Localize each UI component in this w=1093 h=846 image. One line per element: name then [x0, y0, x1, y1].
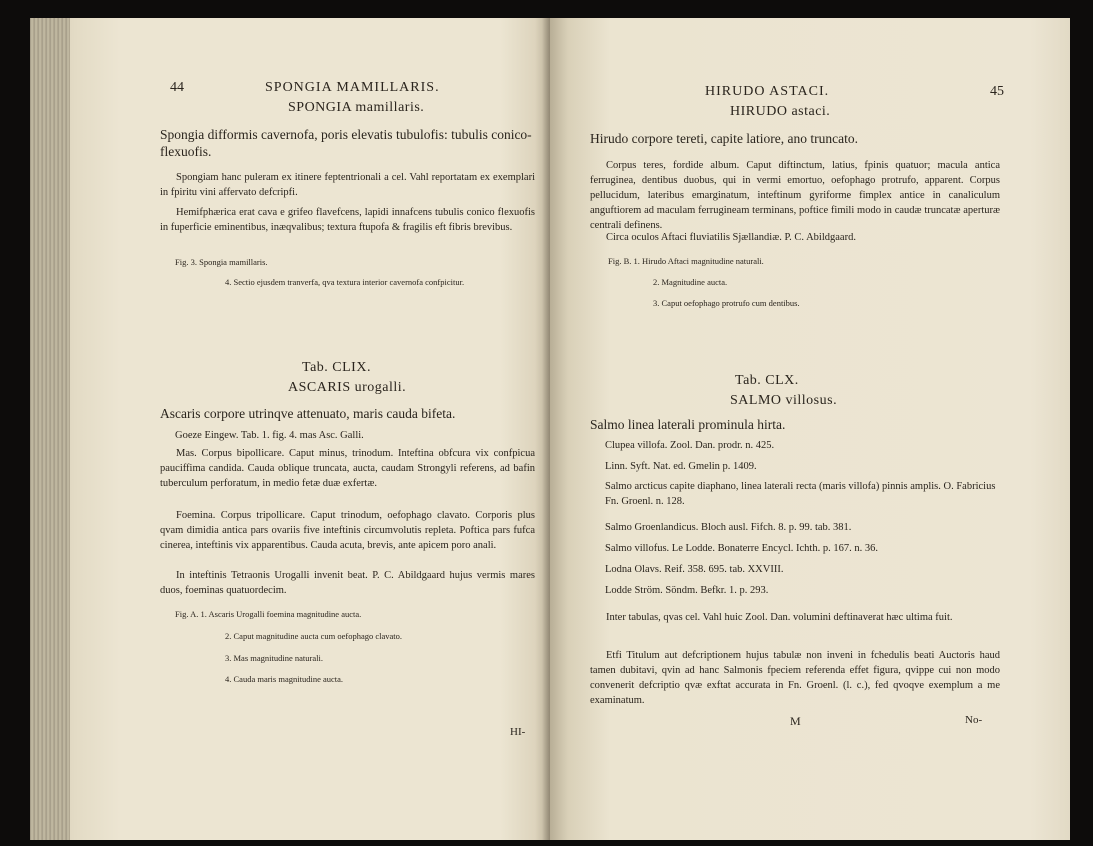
diagnosis: Spongia difformis cavernofa, poris elevatis tubulofis: tubulis conico-flexuofis. [160, 127, 532, 159]
running-head: SPONGIA MAMILLARIS. [265, 80, 440, 95]
page-number: 44 [170, 80, 184, 95]
figure-caption: 3. Caput oefophago protrufo cum dentibus. [653, 298, 800, 308]
synonym: Salmo villofus. Le Lodde. Bonaterre Encycl. Ichth. p. 167. n. 36. [605, 543, 878, 554]
paragraph: Etfi Titulum aut defcriptionem hujus tabulæ non inveni in fchedulis beati Auctoris haud tamen dubitavi, qvin ad hanc Salmonis fpeciem referenda effet figura, qvippe cui non modo convenerit defcriptio qvæ exftat accurata in Fn. Groenl. (l. c.), fed qvoqve exemplum a me examinatum. [590, 650, 1000, 706]
paragraph: Hemifphærica erat cava e grifeo flavefcens, lapidi innafcens tubulis conico flexuofis in fuperficie eminentibus, inæqvalibus; textura ftupofa & fragilis eft fibris brevibus. [160, 207, 535, 233]
synonym: Clupea villofa. Zool. Dan. prodr. n. 425. [605, 440, 775, 451]
diagnosis: Hirudo corpore tereti, capite latiore, ano truncato. [590, 131, 859, 146]
figure-caption: 2. Magnitudine aucta. [653, 277, 728, 287]
left-page [30, 18, 550, 840]
paragraph: Inter tabulas, qvas cel. Vahl huic Zool. Dan. volumini deftinaverat hæc ultima fuit. [606, 612, 953, 623]
locality: Circa oculos Aftaci fluviatilis Sjællandiæ. P. C. Abildgaard. [606, 232, 856, 243]
synonym: Lodde Ström. Söndm. Befkr. 1. p. 293. [605, 585, 769, 596]
running-head: HIRUDO ASTACI. [705, 84, 830, 99]
locality: In inteftinis Tetraonis Urogalli invenit beat. P. C. Abildgaard hujus vermis mares duos, foeminas quatuordecim. [160, 570, 535, 596]
plate-number: Tab. CLIX. [302, 360, 371, 375]
section-title: SALMO villosus. [730, 393, 838, 408]
catchword: HI- [510, 726, 526, 738]
catchword: No- [965, 714, 983, 726]
page-edges [30, 18, 70, 840]
synonym: Linn. Syft. Nat. ed. Gmelin p. 1409. [605, 461, 757, 472]
diagnosis: Ascaris corpore utrinqve attenuato, maris cauda bifeta. [160, 406, 456, 421]
synonym: Salmo Groenlandicus. Bloch ausl. Fifch. 8. p. 99. tab. 381. [605, 522, 852, 533]
right-page [550, 18, 1070, 840]
diagnosis: Salmo linea laterali prominula hirta. [590, 417, 786, 432]
paragraph: Corpus teres, fordide album. Caput diftinctum, latius, fpinis quatuor; macula antica ferruginea, dentibus duobus, qui in vermi emortuo, oefophago protrufo, apparent. Corpus pellucidum, lateribus emarginatum, inteftinum gyriforme fimplex antice in canaliculum anguftiorem ad maculam ferrugineam terminans, poftice fimili modo in caudæ truncatæ aperturæ centrali definens. [590, 160, 1000, 231]
figure-caption: 4. Cauda maris magnitudine aucta. [225, 674, 344, 684]
synonym: Lodna Olavs. Reif. 358. 695. tab. XXVIII. [605, 564, 784, 575]
section-title: ASCARIS urogalli. [288, 380, 407, 395]
paragraph: Spongiam hanc puleram ex itinere feptentrionali a cel. Vahl reportatam ex exemplari in fpiritu vini affervato defcripfi. [160, 172, 535, 198]
figure-caption: Fig. 3. Spongia mamillaris. [175, 257, 268, 267]
figure-caption: 2. Caput magnitudine aucta cum oefophago clavato. [225, 631, 403, 641]
synonym: Salmo arcticus capite diaphano, linea laterali recta (maris villofa) pinnis amplis. O. Fabricius Fn. Groenl. n. 128. [605, 481, 996, 507]
page-number: 45 [990, 84, 1004, 99]
book-spread [30, 18, 1070, 840]
description-female: Foemina. Corpus tripollicare. Caput trinodum, oefophago clavato. Corporis plus qvam dimidia antica pars ovariis five inteftinis circumvolutis repleta. Poftica pars fufca cinerea, inteftinis vix apparentibus. Cauda acuta, brevis, ante apicem poro anali. [160, 510, 535, 551]
figure-caption: 3. Mas magnitudine naturali. [225, 653, 323, 663]
section-title: SPONGIA mamillaris. [288, 100, 425, 115]
plate-number: Tab. CLX. [735, 373, 799, 388]
section-title: HIRUDO astaci. [730, 104, 831, 119]
figure-caption: 4. Sectio ejusdem tranverfa, qva textura interior cavernofa confpicitur. [225, 277, 465, 287]
description-male: Mas. Corpus bipollicare. Caput minus, trinodum. Inteftina obfcura vix confpicua pauciffima candida. Cauda oblique truncata, aucta, caudam Strongyli referens, ad bafin tuberculum perforatum, in medio fetæ duæ exfertæ. [160, 448, 535, 489]
figure-caption: Fig. A. 1. Ascaris Urogalli foemina magnitudine aucta. [175, 609, 362, 619]
figure-caption: Fig. B. 1. Hirudo Aftaci magnitudine naturali. [608, 256, 764, 266]
signature-mark: M [790, 714, 801, 728]
reference: Goeze Eingew. Tab. 1. fig. 4. mas Asc. Galli. [175, 430, 364, 441]
